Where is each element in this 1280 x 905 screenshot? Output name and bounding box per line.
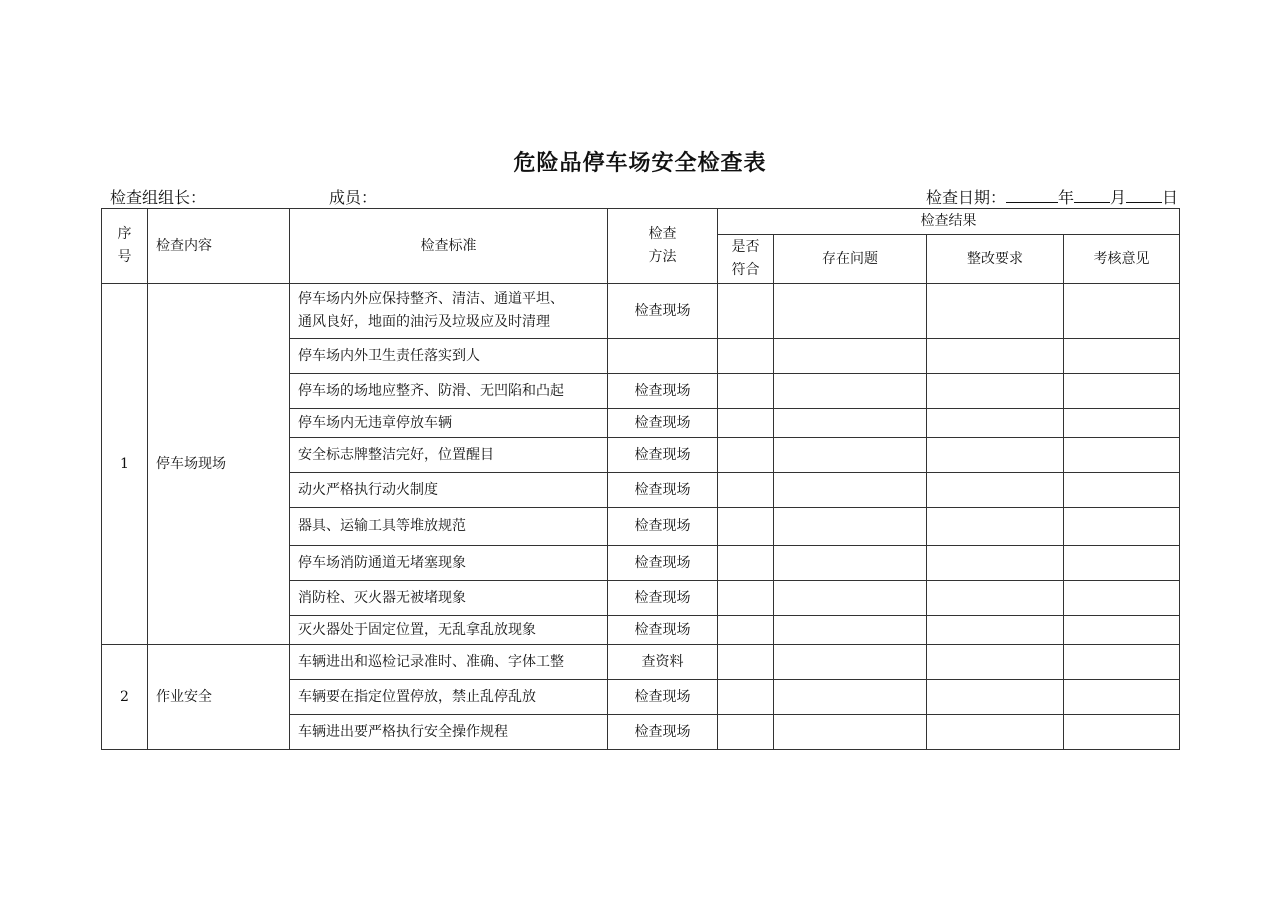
conform-cell[interactable]: [718, 546, 774, 581]
assess-cell[interactable]: [1064, 409, 1180, 438]
standard-line: 车辆进出和巡检记录准时、准确、字体工整: [298, 653, 564, 670]
standard-line: 车辆进出要严格执行安全操作规程: [298, 723, 508, 740]
conform-cell[interactable]: [718, 473, 774, 508]
members-label: 成员：: [329, 188, 378, 207]
standard-cell: [290, 473, 608, 508]
assess-cell[interactable]: [1064, 284, 1180, 339]
rectify-cell[interactable]: [927, 616, 1064, 645]
assess-cell[interactable]: [1064, 616, 1180, 645]
issues-cell[interactable]: [774, 284, 927, 339]
header-method: 检查 方法: [608, 209, 718, 284]
issues-cell[interactable]: [774, 374, 927, 409]
section-name: 停车场现场: [148, 284, 290, 645]
assess-cell[interactable]: [1064, 374, 1180, 409]
method-cell: 检查现场: [608, 680, 718, 715]
rectify-cell[interactable]: [927, 284, 1064, 339]
standard-line: 通风良好，地面的油污及垃圾应及时清理: [298, 314, 550, 330]
method-cell: 检查现场: [608, 409, 718, 438]
issues-cell[interactable]: [774, 473, 927, 508]
standard-cell: [290, 581, 608, 616]
issues-cell[interactable]: [774, 715, 927, 750]
rectify-cell[interactable]: [927, 715, 1064, 750]
standard-line: 停车场内外应保持整齐、清洁、通道平坦、: [298, 291, 564, 307]
method-cell: 查资料: [608, 645, 718, 680]
conform-cell[interactable]: [718, 581, 774, 616]
method-cell: 检查现场: [608, 546, 718, 581]
method-cell: 检查现场: [608, 508, 718, 546]
method-cell: 检查现场: [608, 715, 718, 750]
standard-line: 消防栓、灭火器无被堵现象: [298, 589, 466, 606]
conform-cell[interactable]: [718, 374, 774, 409]
month-label: 月: [1109, 188, 1126, 207]
date-label: 检查日期：: [925, 188, 1006, 207]
assess-cell[interactable]: [1064, 546, 1180, 581]
conform-cell[interactable]: [718, 645, 774, 680]
page-title: 危险品停车场安全检查表: [513, 151, 767, 176]
standard-line: 停车场的场地应整齐、防滑、无凹陷和凸起: [298, 382, 564, 399]
header-standard: 检查标准: [290, 209, 608, 284]
standard-line: 器具、运输工具等堆放规范: [298, 518, 466, 534]
rectify-cell[interactable]: [927, 508, 1064, 546]
standard-line: 安全标志牌整洁完好，位置醒目: [298, 446, 494, 463]
inspection-table: [101, 208, 1180, 750]
issues-cell[interactable]: [774, 339, 927, 374]
conform-cell[interactable]: [718, 409, 774, 438]
rectify-cell[interactable]: [927, 409, 1064, 438]
standard-line: 灭火器处于固定位置，无乱拿乱放现象: [298, 621, 536, 638]
method-cell: [608, 339, 718, 374]
assess-cell[interactable]: [1064, 645, 1180, 680]
standard-cell: [290, 374, 608, 409]
section-seq: 2: [102, 645, 148, 750]
header-assess: 考核意见: [1064, 235, 1180, 284]
assess-cell[interactable]: [1064, 581, 1180, 616]
date-field: [926, 185, 1178, 208]
conform-cell[interactable]: [718, 284, 774, 339]
method-cell: 检查现场: [608, 284, 718, 339]
assess-cell[interactable]: [1064, 508, 1180, 546]
header-seq: 序 号: [102, 209, 148, 284]
assess-cell[interactable]: [1064, 473, 1180, 508]
header-content: 检查内容: [148, 209, 290, 284]
rectify-cell[interactable]: [927, 581, 1064, 616]
issues-cell[interactable]: [774, 508, 927, 546]
rectify-cell[interactable]: [927, 546, 1064, 581]
day-label: 日: [1161, 188, 1178, 207]
method-cell: 检查现场: [608, 438, 718, 473]
table-row: [102, 284, 1180, 339]
header-result: 检查结果: [718, 209, 1180, 235]
rectify-cell[interactable]: [927, 374, 1064, 409]
conform-cell[interactable]: [718, 438, 774, 473]
rectify-cell[interactable]: [927, 339, 1064, 374]
standard-cell: [290, 546, 608, 581]
header-rectify: 整改要求: [927, 235, 1064, 284]
standard-cell: [290, 680, 608, 715]
issues-cell[interactable]: [774, 680, 927, 715]
standard-cell: [290, 284, 608, 339]
issues-cell[interactable]: [774, 438, 927, 473]
month-blank[interactable]: [1074, 188, 1110, 203]
standard-cell: [290, 438, 608, 473]
issues-cell[interactable]: [774, 616, 927, 645]
assess-cell[interactable]: [1064, 680, 1180, 715]
standard-line: 动火严格执行动火制度: [298, 481, 438, 498]
standard-line: 车辆要在指定位置停放，禁止乱停乱放: [298, 688, 536, 705]
conform-cell[interactable]: [718, 339, 774, 374]
rectify-cell[interactable]: [927, 680, 1064, 715]
standard-cell: [290, 508, 608, 546]
day-blank[interactable]: [1126, 188, 1162, 203]
section-name: 作业安全: [148, 645, 290, 750]
year-label: 年: [1057, 188, 1074, 207]
issues-cell[interactable]: [774, 546, 927, 581]
assess-cell[interactable]: [1064, 715, 1180, 750]
standard-line: 停车场内外卫生责任落实到人: [298, 347, 480, 364]
rectify-cell[interactable]: [927, 645, 1064, 680]
leader-label: 检查组组长：: [110, 188, 207, 207]
rectify-cell[interactable]: [927, 438, 1064, 473]
method-cell: 检查现场: [608, 473, 718, 508]
conform-cell[interactable]: [718, 680, 774, 715]
conform-cell[interactable]: [718, 715, 774, 750]
rectify-cell[interactable]: [927, 473, 1064, 508]
standard-line: 停车场内无违章停放车辆: [298, 414, 452, 431]
conform-cell[interactable]: [718, 616, 774, 645]
header-conform: 是否 符合: [718, 235, 774, 284]
assess-cell[interactable]: [1064, 438, 1180, 473]
conform-cell[interactable]: [718, 508, 774, 546]
method-cell: 检查现场: [608, 374, 718, 409]
section-seq: 1: [102, 284, 148, 645]
header-info: [110, 185, 1178, 207]
standard-cell: [290, 409, 608, 438]
issues-cell[interactable]: [774, 581, 927, 616]
method-cell: 检查现场: [608, 581, 718, 616]
assess-cell[interactable]: [1064, 339, 1180, 374]
header-issues: 存在问题: [774, 235, 927, 284]
standard-cell: [290, 715, 608, 750]
issues-cell[interactable]: [774, 645, 927, 680]
method-cell: 检查现场: [608, 616, 718, 645]
standard-cell: [290, 339, 608, 374]
year-blank[interactable]: [1006, 188, 1058, 203]
standard-line: 停车场消防通道无堵塞现象: [298, 554, 466, 571]
issues-cell[interactable]: [774, 409, 927, 438]
standard-cell: [290, 645, 608, 680]
table-row: [102, 645, 1180, 680]
standard-cell: [290, 616, 608, 645]
